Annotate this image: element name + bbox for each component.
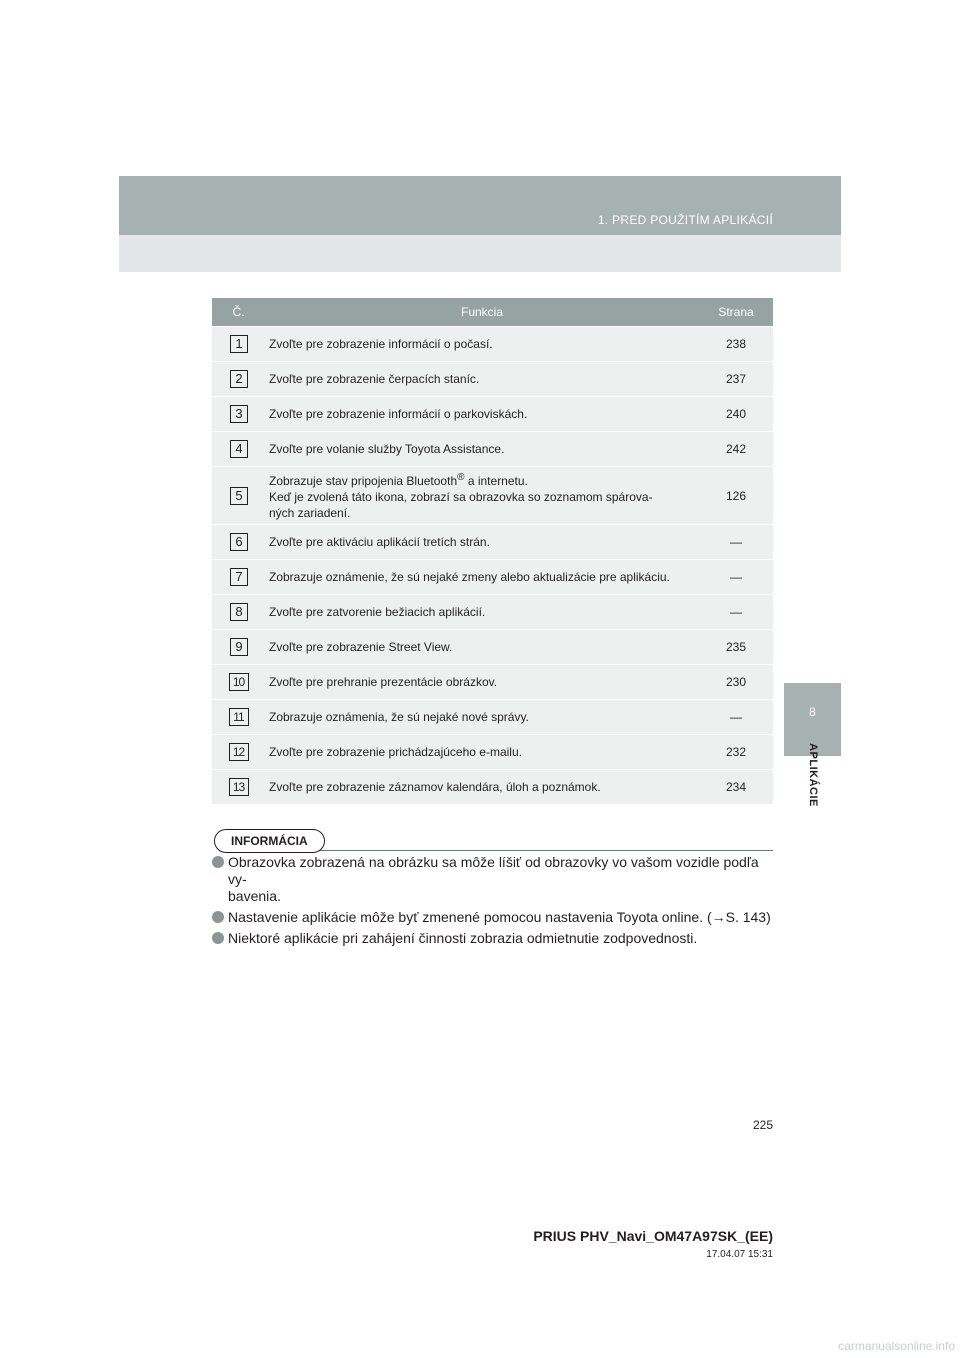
info-text: Niektoré aplikácie pri zahájení činnosti zobrazia odmietnutie zodpovednosti.: [228, 930, 698, 946]
document-code: PRIUS PHV_Navi_OM47A97SK_(EE): [533, 1228, 773, 1244]
page-reference: 237: [699, 362, 773, 397]
page-reference: 240: [699, 397, 773, 432]
description-line: Keď je zvolená táto ikona, zobrazí sa obrazovka so zoznamom spárova-: [269, 490, 653, 504]
header-function: Funkcia: [265, 298, 699, 327]
item-number-box: 4: [230, 440, 248, 458]
table-row: [212, 595, 773, 630]
item-number-box: 2: [230, 370, 248, 388]
page-reference: 230: [699, 665, 773, 700]
table-row: [212, 397, 773, 432]
item-number-box: 5: [230, 487, 248, 505]
function-table: [212, 298, 773, 804]
info-list: [212, 854, 774, 951]
page-reference: 242: [699, 432, 773, 467]
page-reference: 126: [699, 467, 773, 525]
chapter-label: APLIKÁCIE: [807, 743, 819, 807]
table-header-row: [212, 298, 773, 327]
page-reference: —: [699, 525, 773, 560]
info-text: Obrazovka zobrazená na obrázku sa môže líšiť od obrazovky vo vašom vozidle podľa vy-: [228, 854, 759, 887]
watermark: carmanualsonline.info: [838, 1339, 955, 1353]
table-row: [212, 665, 773, 700]
item-number-box: 13: [229, 778, 249, 796]
function-description: Zvoľte pre zobrazenie informácií o parkoviskách.: [265, 397, 699, 432]
table-row: [212, 560, 773, 595]
bullet-icon: [212, 856, 224, 868]
bullet-icon: [212, 911, 224, 923]
function-description: Zvoľte pre prehranie prezentácie obrázkov.: [265, 665, 699, 700]
table-row: [212, 362, 773, 397]
table-row: [212, 735, 773, 770]
item-number-box: 10: [229, 673, 249, 691]
function-description: Zobrazuje oznámenie, že sú nejaké zmeny alebo aktualizácie pre aplikáciu.: [265, 560, 699, 595]
chapter-label-box: [803, 735, 823, 815]
page-reference: —: [699, 700, 773, 735]
page-reference: 238: [699, 327, 773, 362]
table-row: [212, 700, 773, 735]
function-description: Zvoľte pre zobrazenie prichádzajúceho e-mailu.: [265, 735, 699, 770]
description-line: [269, 470, 695, 489]
item-number-box: 7: [230, 568, 248, 586]
table-row: [212, 630, 773, 665]
item-number-box: 3: [230, 405, 248, 423]
bullet-icon: [212, 932, 224, 944]
header-band: [119, 176, 841, 235]
item-number-box: 1: [230, 335, 248, 353]
function-description: Zvoľte pre zobrazenie čerpacích staníc.: [265, 362, 699, 397]
page-reference: 234: [699, 770, 773, 805]
function-description: Zvoľte pre zatvorenie bežiacich aplikácií.: [265, 595, 699, 630]
function-description: Zvoľte pre zobrazenie záznamov kalendára, úloh a poznámok.: [265, 770, 699, 805]
header-page: Strana: [699, 298, 773, 327]
header-sub-band: [119, 235, 841, 272]
info-item: [212, 930, 774, 947]
table-row: [212, 525, 773, 560]
item-number-box: 9: [230, 638, 248, 656]
function-description: [265, 467, 699, 525]
registered-mark: ®: [457, 472, 465, 483]
table-row: [212, 467, 773, 525]
function-description: Zvoľte pre zobrazenie Street View.: [265, 630, 699, 665]
page-reference: —: [699, 560, 773, 595]
description-text: Zobrazuje stav pripojenia Bluetooth: [269, 474, 458, 488]
table-row: [212, 432, 773, 467]
chapter-number: 8: [809, 705, 816, 719]
header-number: Č.: [212, 298, 265, 327]
function-description: Zobrazuje oznámenia, že sú nejaké nové správy.: [265, 700, 699, 735]
info-text: bavenia.: [228, 888, 281, 904]
table-row: [212, 327, 773, 362]
item-number-box: 12: [229, 743, 249, 761]
info-item: [212, 909, 774, 926]
function-description: Zvoľte pre volanie služby Toyota Assistance.: [265, 432, 699, 467]
item-number-box: 6: [230, 533, 248, 551]
description-text: a internetu.: [464, 474, 528, 488]
page-number: 225: [752, 1118, 773, 1132]
function-description: Zvoľte pre zobrazenie informácií o počasí.: [265, 327, 699, 362]
page-reference: 232: [699, 735, 773, 770]
page-reference: —: [699, 595, 773, 630]
item-number-box: 11: [229, 708, 249, 726]
description-line: ných zariadení.: [269, 506, 351, 520]
print-timestamp: 17.04.07 15:31: [706, 1249, 773, 1260]
item-number-box: 8: [230, 603, 248, 621]
page-reference: 235: [699, 630, 773, 665]
function-description: Zvoľte pre aktiváciu aplikácií tretích strán.: [265, 525, 699, 560]
info-text: Nastavenie aplikácie môže byť zmenené pomocou nastavenia Toyota online. (→S. 143): [228, 909, 771, 925]
section-title: 1. PRED POUŽITÍM APLIKÁCIÍ: [597, 213, 773, 227]
info-badge: INFORMÁCIA: [214, 829, 325, 853]
table-row: [212, 770, 773, 805]
info-item: [212, 854, 774, 905]
